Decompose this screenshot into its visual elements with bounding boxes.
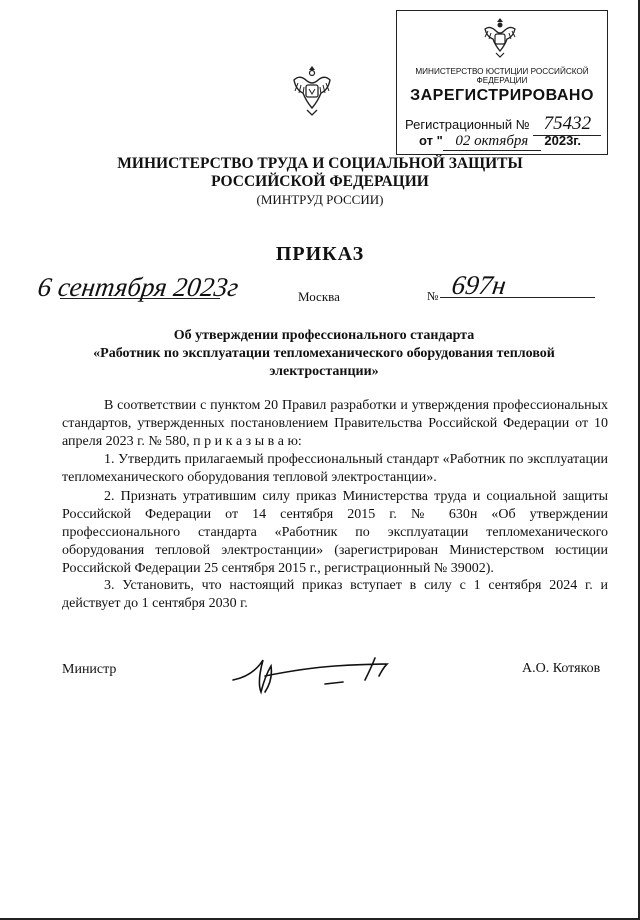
ministry-short-name: (МИНТРУД РОССИИ) — [256, 192, 384, 207]
stamp-reg-year: 2023г. — [544, 133, 582, 148]
order-city: Москва — [298, 289, 340, 304]
subject-line2: «Работник по эксплуатации тепломеханического оборудования тепловой — [93, 346, 555, 361]
stamp-emblem-icon — [479, 15, 521, 59]
body-item-2: 2. Признать утратившим силу приказ Министерства труда и социальной защиты Российской Федерации от 14 сентября 2015 г. № 630н «Об утверждении профессионального стандарта «Работник по эксплуатации тепломеханического оборудования тепловой электростанции» (зарегистрирован Министерством юстиции Российской Федерации 25 сентября 2015 г., регистрационный № 39002). — [62, 489, 608, 576]
number-underline — [440, 297, 595, 298]
order-date: 6 сентября 2023г — [35, 272, 241, 302]
state-emblem-icon — [290, 64, 334, 118]
signatory-name: А.О. Котяков — [522, 661, 601, 676]
date-underline — [60, 298, 220, 299]
stamp-from-label: от " — [419, 133, 443, 148]
order-number: 697н — [449, 270, 509, 300]
subject-line1: Об утверждении профессионального стандарта — [173, 328, 475, 343]
subject-line3: электростанции» — [269, 364, 379, 379]
registration-stamp — [396, 10, 608, 155]
handwritten-signature — [225, 650, 405, 700]
body-item-3: 3. Установить, что настоящий приказ вступает в силу с 1 сентября 2024 г. и действует до 1 сентября 2030 г. — [62, 578, 608, 611]
stamp-registered-label: ЗАРЕГИСТРИРОВАНО — [410, 87, 594, 104]
body-item-1: 1. Утвердить прилагаемый профессиональный стандарт «Работник по эксплуатации тепломеханического оборудования тепловой электростанции». — [62, 452, 608, 485]
signatory-position: Министр — [62, 662, 117, 677]
body-intro: В соответствии с пунктом 20 Правил разработки и утверждения профессиональных стандартов, утвержденных постановлением Правительства Российской Федерации от 10 апреля 2023 г. № 580, п р и к а з ы в а ю: — [62, 398, 608, 449]
ministry-title-line1: МИНИСТЕРСТВО ТРУДА И СОЦИАЛЬНОЙ ЗАЩИТЫ — [117, 155, 523, 172]
stamp-reg-date: 02 октября — [443, 133, 541, 151]
stamp-reg-label: Регистрационный № — [405, 117, 530, 132]
ministry-title-line2: РОССИЙСКОЙ ФЕДЕРАЦИИ — [211, 173, 429, 190]
order-title: ПРИКАЗ — [275, 243, 365, 265]
stamp-ministry-name: МИНИСТЕРСТВО ЮСТИЦИИ РОССИЙСКОЙ ФЕДЕРАЦИИ — [415, 67, 589, 85]
stamp-date-line — [419, 133, 581, 151]
stamp-reg-number: 75432 — [533, 113, 601, 136]
number-sign: № — [427, 289, 439, 303]
